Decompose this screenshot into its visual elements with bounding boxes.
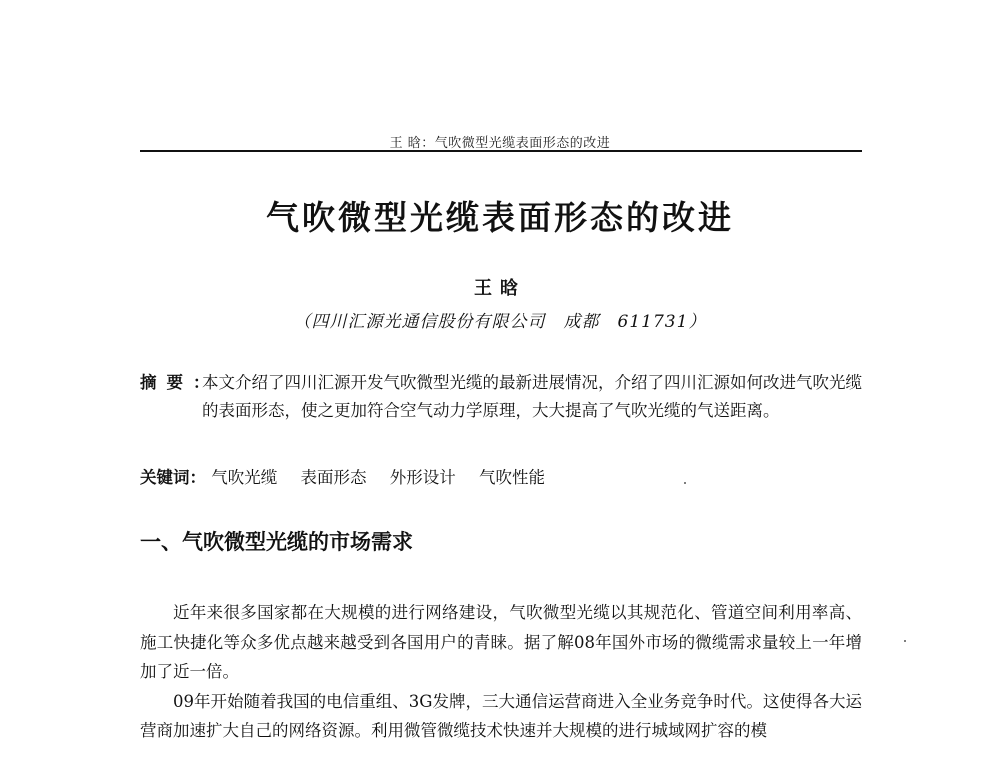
scan-speck [684, 482, 686, 484]
keyword: 气吹性能 [479, 468, 545, 487]
abstract-label: 摘要： [140, 373, 220, 392]
scan-speck [904, 640, 906, 642]
author-name: 王晗 [474, 278, 526, 299]
keyword: 气吹光缆 [211, 468, 278, 487]
keywords-label: 关键词： [140, 468, 206, 487]
section-heading: 一、气吹微型光缆的市场需求 [140, 530, 413, 554]
body-paragraph: 近年来很多国家都在大规模的进行网络建设，气吹微型光缆以其规范化、管道空间利用率高、施工快捷化等众多优点越来越受到各国用户的青睐。据了解08年国外市场的微缆需求量较上一年增加了近一倍。 [140, 603, 862, 681]
body-paragraph: 09年开始随着我国的电信重组、3G发牌，三大通信运营商进入全业务竞争时代。这使得各大运营商加速扩大自己的网络资源。利用微管微缆技术快速并大规模的进行城域网扩容的模 [140, 691, 862, 740]
keyword: 外形设计 [389, 468, 456, 487]
running-header: 王 晗：气吹微型光缆表面形态的改进 [389, 136, 611, 151]
abstract-text: 本文介绍了四川汇源开发气吹微型光缆的最新进展情况，介绍了四川汇源如何改进气吹光缆的表面形态，使之更加符合空气动力学原理，大大提高了气吹光缆的气送距离。 [202, 373, 862, 420]
keyword: 表面形态 [300, 468, 367, 487]
author-affiliation: （四川汇源光通信股份有限公司 成都 611731） [293, 312, 707, 332]
keywords [140, 464, 862, 492]
paper-title: 气吹微型光缆表面形态的改进 [266, 198, 734, 237]
section-body [140, 598, 862, 746]
header-rule [140, 150, 862, 152]
abstract [140, 369, 862, 425]
